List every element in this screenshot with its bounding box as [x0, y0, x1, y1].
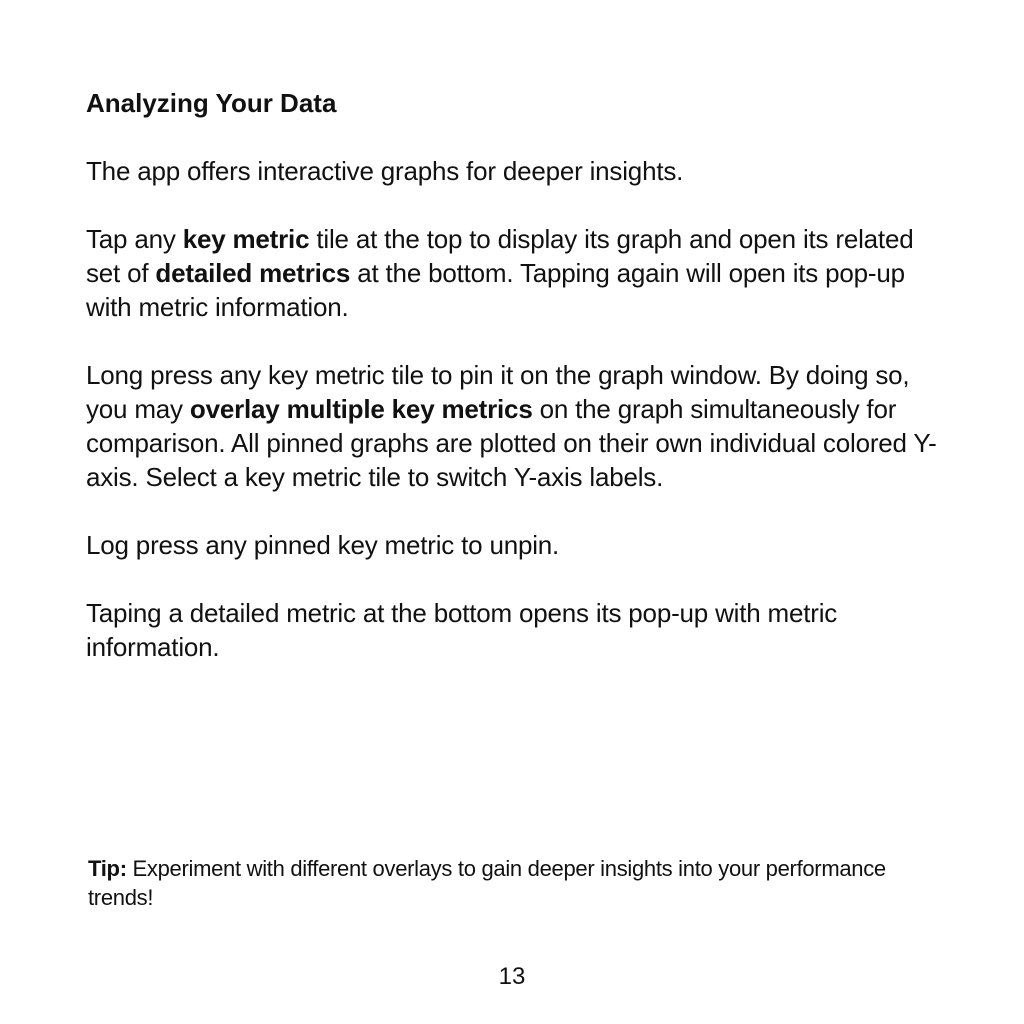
long-press-text-1: Long press any key metric tile to pin it on the graph window. By doing so, you may: [86, 360, 910, 424]
intro-paragraph: The app offers interactive graphs for deeper insights.: [86, 156, 684, 186]
tap-paragraph: [86, 222, 946, 324]
detailed-metric-paragraph: Taping a detailed metric at the bottom opens its pop-up with metric information.: [86, 598, 838, 662]
content-area: [86, 86, 946, 698]
page-number: 13: [498, 963, 526, 990]
tap-text-1: Tap any: [86, 224, 183, 254]
tip-box: [88, 854, 948, 912]
long-press-paragraph: [86, 358, 946, 494]
tip-label: Tip:: [88, 856, 127, 881]
key-metric-bold: key metric: [182, 224, 310, 254]
tap-text-2: tile at the top to display its graph and open its related set of: [86, 224, 914, 288]
detailed-metrics-bold: detailed metrics: [155, 258, 351, 288]
tap-text-3: at the bottom. Tapping again will open its pop-up with metric information.: [86, 258, 905, 322]
tip-text: Experiment with different overlays to gain deeper insights into your performance trends!: [88, 856, 886, 910]
long-press-text-2: on the graph simultaneously for comparison. All pinned graphs are plotted on their own individual colored Y-axis. Select a key metric tile to switch Y-axis labels.: [86, 394, 937, 492]
page-title: Analyzing Your Data: [86, 88, 337, 118]
unpin-paragraph: Log press any pinned key metric to unpin.: [86, 530, 560, 560]
overlay-bold: overlay multiple key metrics: [189, 394, 533, 424]
